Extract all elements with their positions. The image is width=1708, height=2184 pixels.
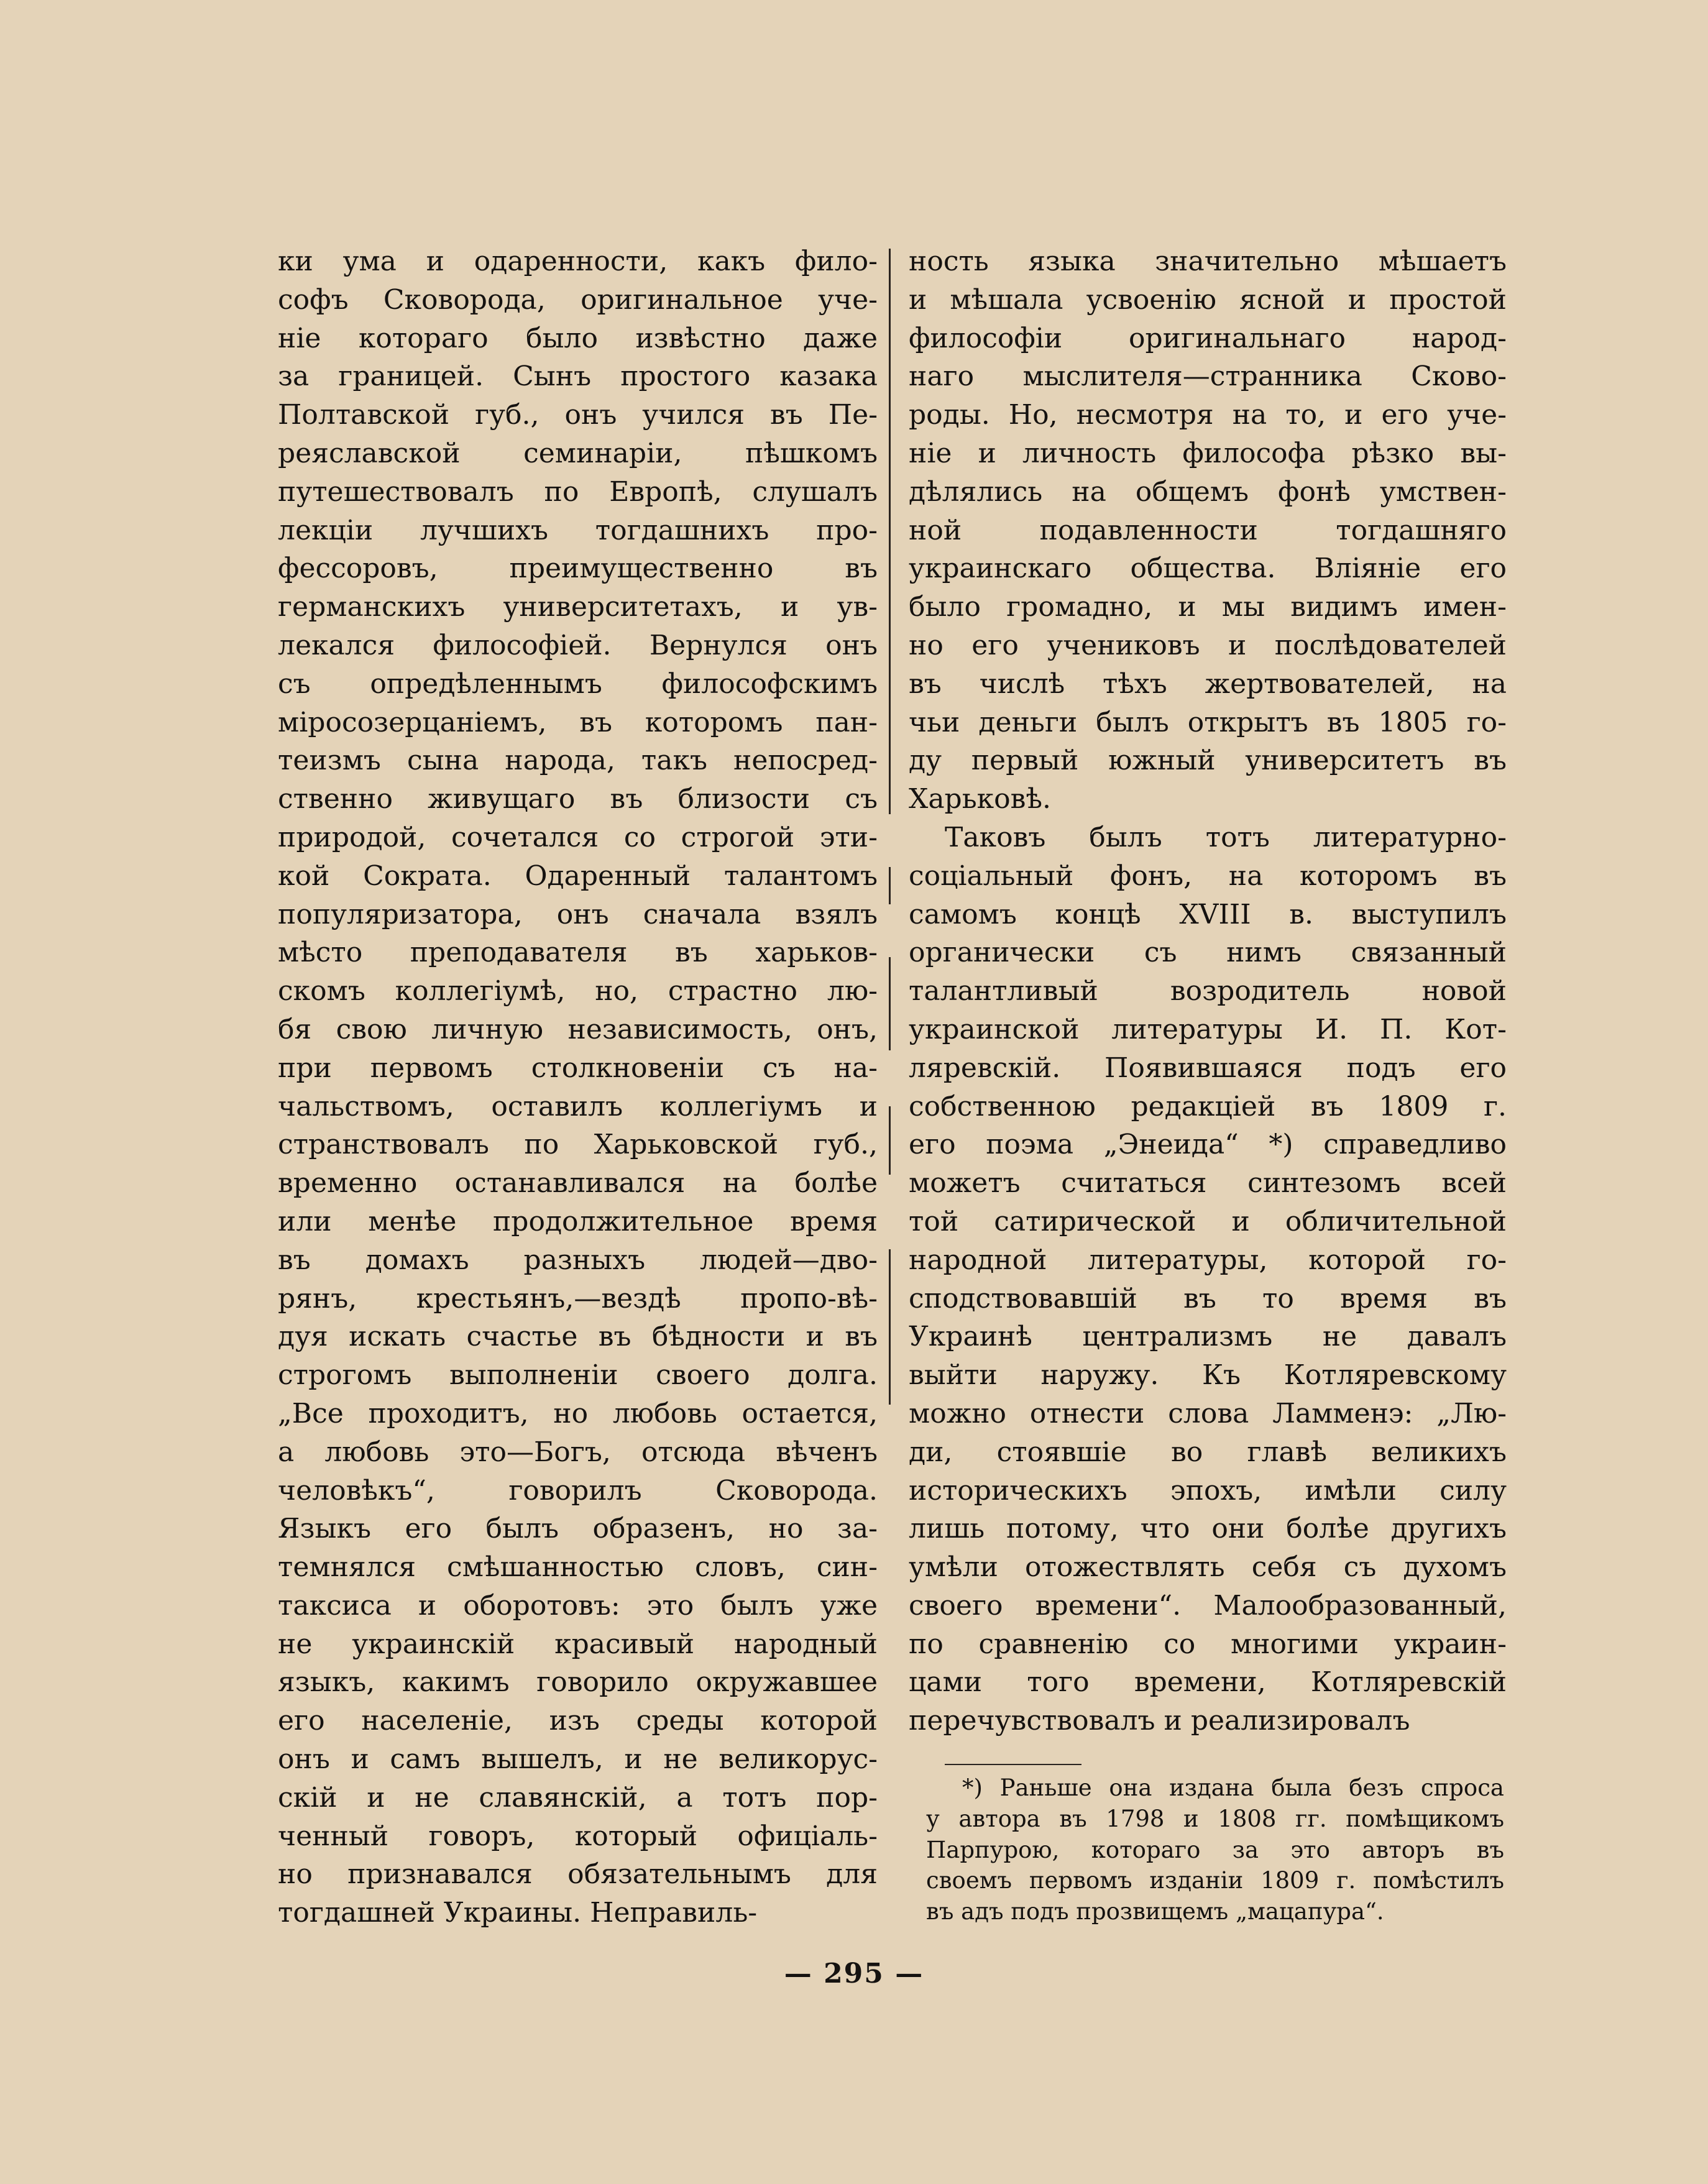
text-line: органически съ нимъ связанный [909, 937, 1507, 969]
text-line: въ домахъ разныхъ людей—дво- [278, 1244, 878, 1276]
text-line: дѣлялись на общемъ фонѣ умствен- [909, 475, 1507, 508]
text-line: по сравненію со многими украин- [909, 1628, 1507, 1660]
text-line: „Все проходитъ, но любовь остается, [278, 1397, 878, 1429]
text-line: міросозерцаніемъ, въ которомъ пан- [278, 706, 878, 738]
text-line: мѣсто преподавателя въ харьков- [278, 937, 878, 969]
text-line: но его учениковъ и послѣдователей [909, 629, 1507, 661]
text-line: его населеніе, изъ среды которой [278, 1705, 878, 1737]
text-line: своего времени“. Малообразованный, [909, 1589, 1507, 1622]
text-line: путешествовалъ по Европѣ, слушалъ [278, 475, 878, 508]
text-line: не украинскій красивый народный [278, 1628, 878, 1660]
text-line: ляревскій. Появившаяся подъ его [909, 1052, 1507, 1084]
text-line: ность языка значительно мѣшаетъ [909, 245, 1507, 277]
text-line: историческихъ эпохъ, имѣли силу [909, 1474, 1507, 1507]
text-line: самомъ концѣ XVIII в. выступилъ [909, 898, 1507, 930]
page-number: — 295 — [784, 1958, 924, 1989]
text-line: или менѣе продолжительное время [278, 1205, 878, 1237]
text-line: временно останавливался на болѣе [278, 1167, 878, 1200]
text-line: лекался философіей. Вернулся онъ [278, 629, 878, 661]
column-divider-fragment [889, 1106, 891, 1175]
text-line: ственно живущаго въ близости съ [278, 783, 878, 815]
text-line: ченный говоръ, который офиціаль- [278, 1820, 878, 1852]
text-line: лекціи лучшихъ тогдашнихъ про- [278, 514, 878, 546]
text-line: теизмъ сына народа, такъ непосред- [278, 745, 878, 777]
text-line: народной литературы, которой го- [909, 1244, 1507, 1276]
text-line: и мѣшала усвоенію ясной и простой [909, 283, 1507, 316]
text-line: той сатирической и обличительной [909, 1205, 1507, 1237]
text-line: при первомъ столкновеніи съ на- [278, 1052, 878, 1084]
column-divider [889, 249, 891, 814]
text-line: философіи оригинальнаго народ- [909, 322, 1507, 354]
text-line: ду первый южный университетъ въ [909, 745, 1507, 777]
text-line: чальствомъ, оставилъ коллегіумъ и [278, 1090, 878, 1122]
column-divider-fragment [889, 1249, 891, 1405]
footnote-rule [945, 1764, 1081, 1765]
text-line: кой Сократа. Одаренный талантомъ [278, 860, 878, 892]
text-line: украинскаго общества. Вліяніе его [909, 553, 1507, 585]
right-text-column [909, 242, 1507, 1740]
text-line: соціальный фонъ, на которомъ въ [909, 860, 1507, 892]
footnote [926, 1773, 1504, 1927]
text-line: собственною редакціей въ 1809 г. [909, 1090, 1507, 1122]
text-line: талантливый возродитель новой [909, 975, 1507, 1007]
text-line: было громадно, и мы видимъ имен- [909, 591, 1507, 623]
text-line: можно отнести слова Ламменэ: „Лю- [909, 1397, 1507, 1429]
text-line: бя свою личную независимость, онъ, [278, 1013, 878, 1045]
text-line: выйти наружу. Къ Котляревскому [909, 1359, 1507, 1392]
text-line: ніе котораго было извѣстно даже [278, 322, 878, 354]
text-line: роды. Но, несмотря на то, и его уче- [909, 399, 1507, 431]
text-line: онъ и самъ вышелъ, и не великорус- [278, 1743, 878, 1776]
text-line: скій и не славянскій, а тотъ пор- [278, 1781, 878, 1814]
footnote-line: Парпурою, котораго за это авторъ въ [926, 1836, 1504, 1863]
text-line: природой, сочетался со строгой эти- [278, 821, 878, 853]
text-line: рянъ, крестьянъ,—вездѣ пропо-вѣ- [278, 1282, 878, 1315]
column-divider-fragment [889, 957, 891, 1050]
text-line: ной подавленности тогдашняго [909, 514, 1507, 546]
column-divider-fragment [889, 867, 891, 904]
text-line: языкъ, какимъ говорило окружавшее [278, 1666, 878, 1699]
text-line: чьи деньги былъ открытъ въ 1805 го- [909, 706, 1507, 738]
footnote-line: въ адъ подъ прозвищемъ „мацапура“. [926, 1898, 1384, 1925]
text-line: Таковъ былъ тотъ литературно- [945, 821, 1507, 853]
footnote-line: *) Раньше она издана была безъ спроса [962, 1774, 1504, 1801]
text-line: популяризатора, онъ сначала взялъ [278, 898, 878, 930]
text-line: ки ума и одаренности, какъ фило- [278, 245, 878, 277]
text-line: темнялся смѣшанностью словъ, син- [278, 1551, 878, 1584]
text-line: умѣли отожествлять себя съ духомъ [909, 1551, 1507, 1584]
left-text-column [278, 242, 878, 1932]
text-line: его поэма „Энеида“ *) справедливо [909, 1129, 1507, 1161]
text-line: цами того времени, Котляревскій [909, 1666, 1507, 1699]
text-line: сподствовавшій въ то время въ [909, 1282, 1507, 1315]
text-line: но признавался обязательнымъ для [278, 1858, 878, 1891]
text-line: за границей. Сынъ простого казака [278, 360, 878, 393]
text-line: фессоровъ, преимущественно въ [278, 553, 878, 585]
text-line: тогдашней Украины. Неправиль- [278, 1897, 758, 1929]
text-line: германскихъ университетахъ, и ув- [278, 591, 878, 623]
text-line: Харьковѣ. [909, 783, 1051, 815]
text-line: можетъ считаться синтезомъ всей [909, 1167, 1507, 1200]
text-line: дуя искать счастье въ бѣдности и въ [278, 1321, 878, 1353]
text-line: строгомъ выполненіи своего долга. [278, 1359, 878, 1392]
text-line: перечувствовалъ и реализировалъ [909, 1705, 1410, 1737]
text-line: украинской литературы И. П. Кот- [909, 1013, 1507, 1045]
text-line: странствовалъ по Харьковской губ., [278, 1129, 878, 1161]
text-line: скомъ коллегіумѣ, но, страстно лю- [278, 975, 878, 1007]
text-line: ніе и личность философа рѣзко вы- [909, 437, 1507, 469]
text-line: Языкъ его былъ образенъ, но за- [278, 1513, 878, 1545]
text-line: человѣкъ“, говорилъ Сковорода. [278, 1474, 878, 1507]
text-line: таксиса и оборотовъ: это былъ уже [278, 1589, 878, 1622]
text-line: Полтавской губ., онъ учился въ Пе- [278, 399, 878, 431]
text-line: лишь потому, что они болѣе другихъ [909, 1513, 1507, 1545]
text-line: Украинѣ централизмъ не давалъ [909, 1321, 1507, 1353]
text-line: въ числѣ тѣхъ жертвователей, на [909, 668, 1507, 700]
text-line: софъ Сковорода, оригинальное уче- [278, 283, 878, 316]
footnote-line: своемъ первомъ изданіи 1809 г. помѣстилъ [926, 1867, 1504, 1894]
text-line: наго мыслителя—странника Сково- [909, 360, 1507, 393]
footnote-line: у автора въ 1798 и 1808 гг. помѣщикомъ [926, 1805, 1504, 1832]
text-line: а любовь это—Богъ, отсюда вѣченъ [278, 1436, 878, 1468]
text-line: съ опредѣленнымъ философскимъ [278, 668, 878, 700]
text-line: реяславской семинаріи, пѣшкомъ [278, 437, 878, 469]
text-line: ди, стоявшіе во главѣ великихъ [909, 1436, 1507, 1468]
